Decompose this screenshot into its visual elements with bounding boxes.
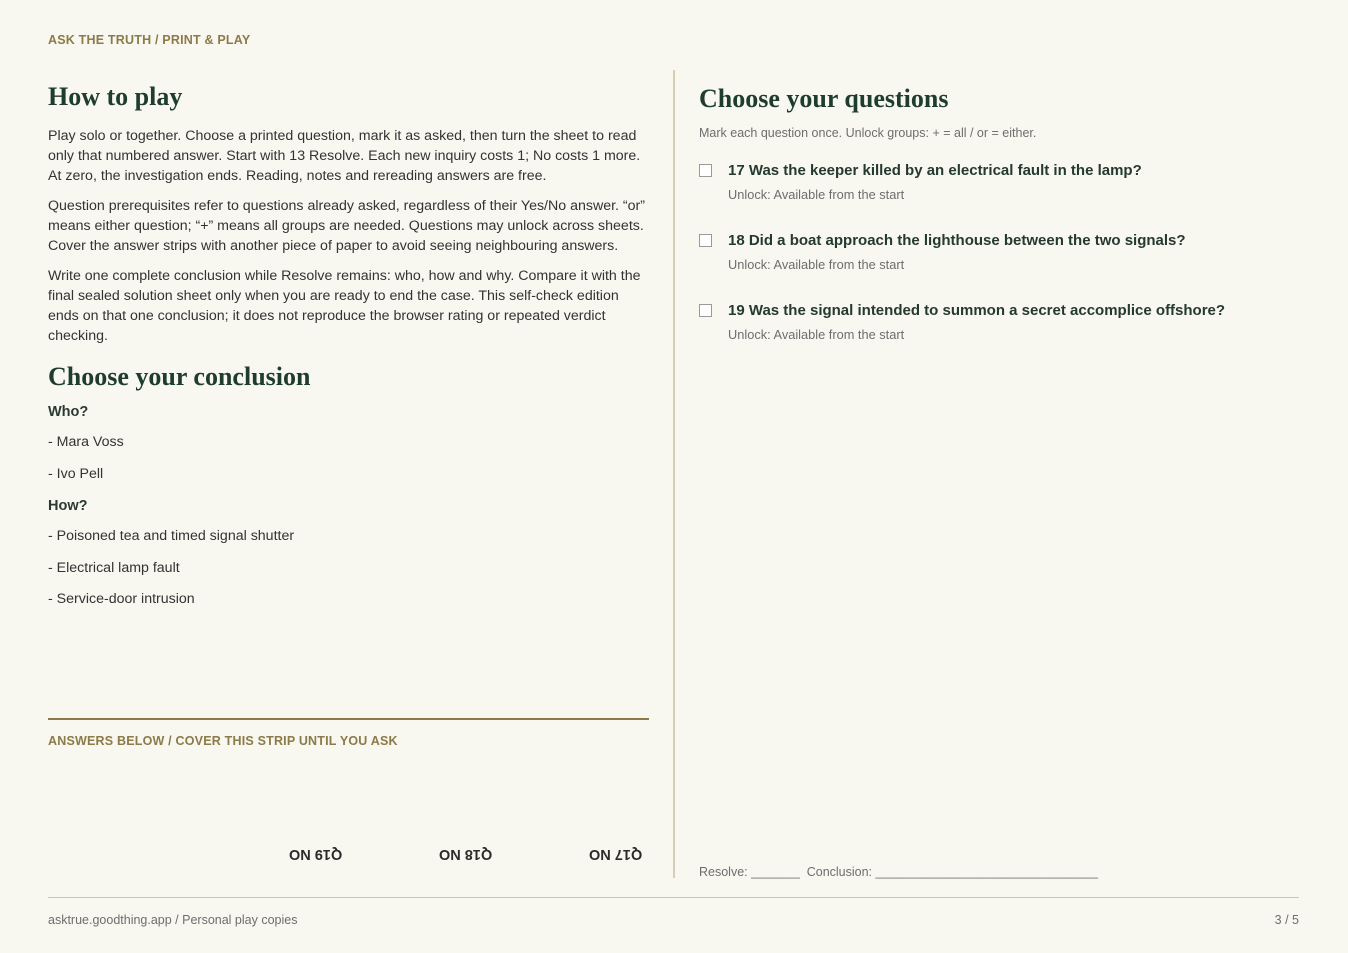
question-19-unlock: Unlock: Available from the start: [728, 327, 905, 342]
footer-site: asktrue.goodthing.app / Personal play copies: [48, 913, 298, 927]
question-19-text: 19 Was the signal intended to summon a secret accomplice offshore?: [728, 302, 1226, 319]
answer-strip-q19: Q19 NO: [289, 846, 343, 862]
how-option-lamp-fault: - Electrical lamp fault: [48, 560, 180, 576]
who-label: Who?: [48, 404, 89, 420]
how-option-service-door: - Service-door intrusion: [48, 591, 195, 607]
question-item-18: [699, 232, 1309, 272]
conclusion-title: Choose your conclusion: [48, 362, 311, 391]
resolve-conclusion-line: Resolve: _______ Conclusion: ________________________________: [699, 865, 1098, 879]
how-to-play-title: How to play: [48, 82, 183, 111]
who-option-ivo-pell: - Ivo Pell: [48, 466, 104, 482]
questions-title: Choose your questions: [699, 84, 949, 113]
who-option-mara-voss: - Mara Voss: [48, 434, 124, 450]
rules-paragraph-3: Write one complete conclusion while Resolve remains: who, how and why. Compare it with the final sealed solution sheet only when you are ready to end the case. This self-check edition ends on that one conclusion; it does not reproduce the browser rating or repeated verdict checking.: [48, 268, 641, 344]
answers-divider: [48, 718, 649, 720]
question-17-unlock: Unlock: Available from the start: [728, 187, 905, 202]
question-18-unlock: Unlock: Available from the start: [728, 257, 905, 272]
rules-paragraph-2: Question prerequisites refer to questions already asked, regardless of their Yes/No answer. “or” means either question; “+” means all groups are needed. Questions may unlock across sheets. Cover the answer strips with another piece of paper to avoid seeing neighbouring answers.: [48, 198, 645, 254]
answer-strip-q18: Q18 NO: [439, 846, 493, 862]
questions-subtitle: Mark each question once. Unlock groups: + = all / or = either.: [699, 126, 1037, 140]
how-label: How?: [48, 498, 88, 514]
footer-page-number: 3 / 5: [1274, 913, 1299, 927]
rules-paragraph-1: Play solo or together. Choose a printed question, mark it as asked, then turn the sheet to read only that numbered answer. Start with 13 Resolve. Each new inquiry costs 1; No costs 1 more. At zero, the investigation ends. Reading, notes and rereading answers are free.: [48, 128, 641, 184]
footer-divider: [48, 897, 1299, 898]
question-18-text: 18 Did a boat approach the lighthouse between the two signals?: [728, 232, 1186, 249]
answer-strip-q17: Q17 NO: [589, 846, 643, 862]
question-18-checkbox[interactable]: [699, 234, 712, 247]
how-to-play-section: [48, 82, 650, 607]
questions-section: [699, 84, 1309, 342]
header-label: ASK THE TRUTH / PRINT & PLAY: [48, 33, 251, 47]
question-item-17: [699, 162, 1309, 202]
column-divider: [673, 70, 675, 878]
question-17-text: 17 Was the keeper killed by an electrical fault in the lamp?: [728, 162, 1142, 179]
how-option-poisoned-tea: - Poisoned tea and timed signal shutter: [48, 528, 295, 544]
question-item-19: [699, 302, 1309, 342]
question-19-checkbox[interactable]: [699, 304, 712, 317]
answers-label: ANSWERS BELOW / COVER THIS STRIP UNTIL YOU ASK: [48, 734, 398, 748]
question-17-checkbox[interactable]: [699, 164, 712, 177]
